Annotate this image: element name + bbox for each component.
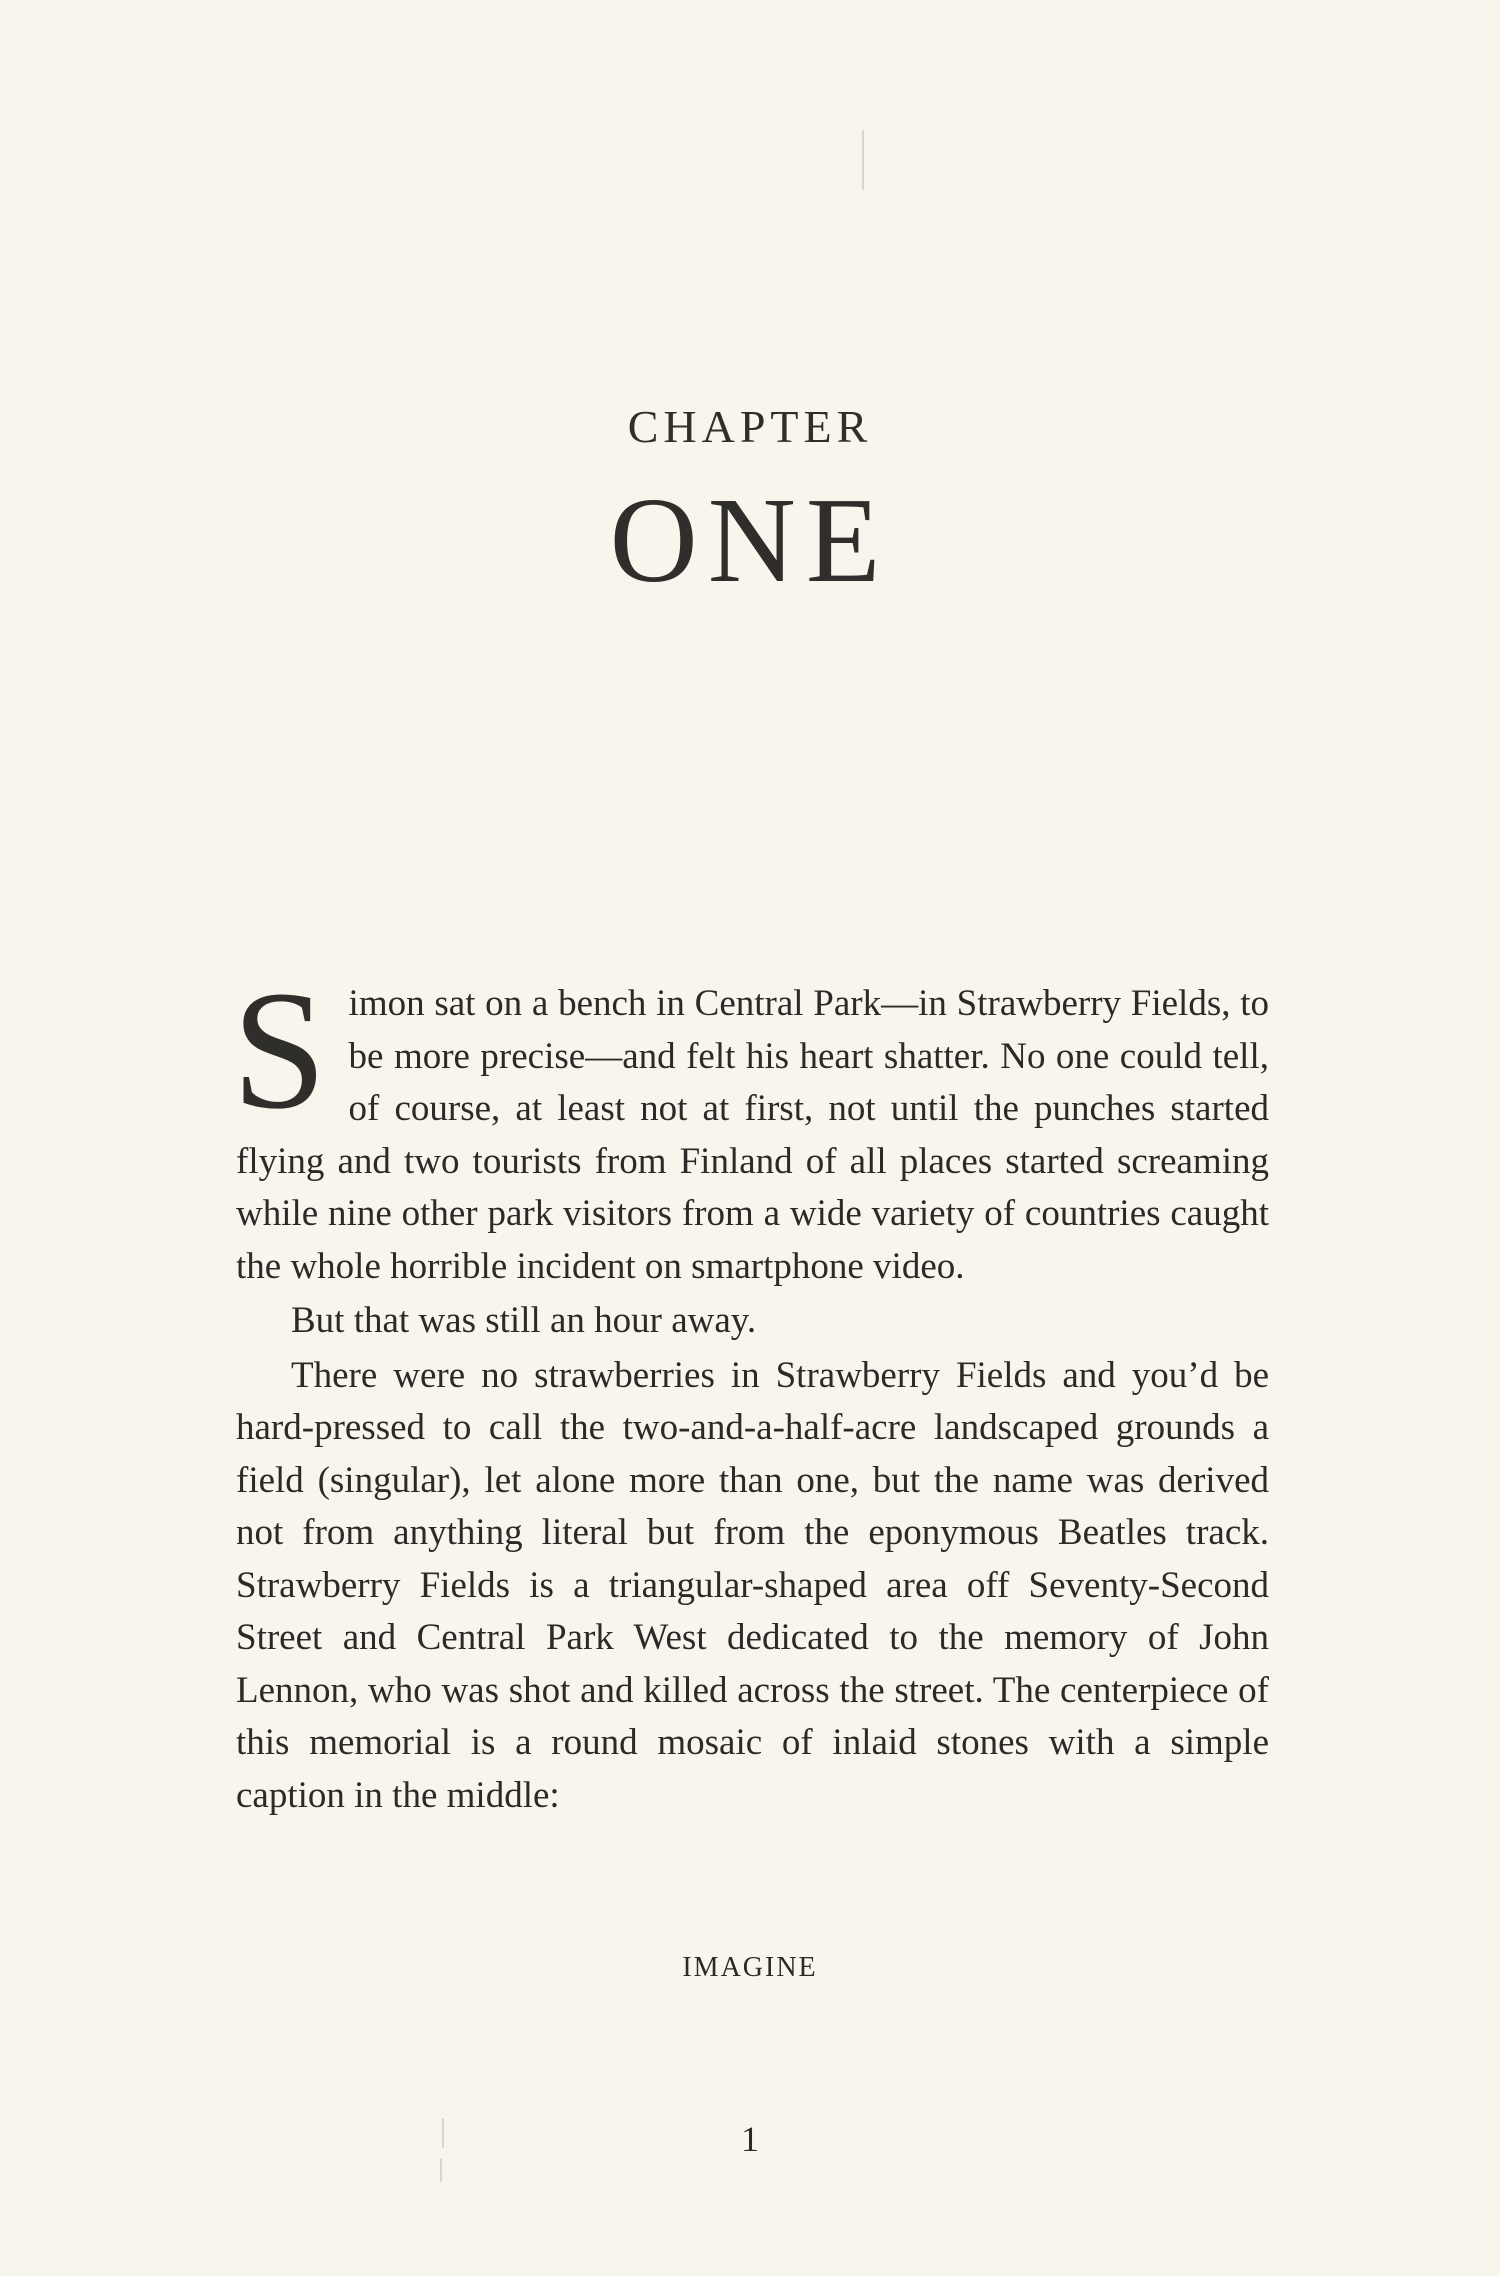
drop-cap: S bbox=[232, 956, 327, 1144]
inscription: IMAGINE bbox=[682, 1952, 818, 1983]
chapter-label: CHAPTER bbox=[627, 401, 873, 452]
chapter-body bbox=[232, 956, 1269, 1822]
page-smudge bbox=[862, 130, 864, 190]
page-smudge bbox=[440, 2158, 442, 2182]
chapter-number: ONE bbox=[609, 473, 891, 608]
opening-paragraph bbox=[232, 956, 1269, 1293]
page-number: 1 bbox=[741, 2119, 759, 2159]
paragraph: There were no strawberries in Strawberry Fields and you’d be hard-pressed to call the two-and-a-half-acre landscaped grounds a field (singular), let alone more than one, but the name was derived not from anything literal but from the eponymous Beatles track. Strawberry Fields is a triangular-shaped area off Seventy-Second Street and Central Park West dedicated to the memory of John Lennon, who was shot and killed across the street. The centerpiece of this memorial is a round mosaic of inlaid stones with a simple caption in the middle: bbox=[236, 1354, 1269, 1816]
paragraph-text: imon sat on a bench in Central Park—in Strawberry Fields, to be more precise—and felt his heart shatter. No one could tell, of course, at least not at first, not until the punches started flying and two tourists from Finland of all places started screaming while nine other park visitors from a wide variety of countries caught the whole horrible incident on smartphone video. bbox=[236, 983, 1269, 1287]
paragraph: But that was still an hour away. bbox=[291, 1300, 757, 1341]
